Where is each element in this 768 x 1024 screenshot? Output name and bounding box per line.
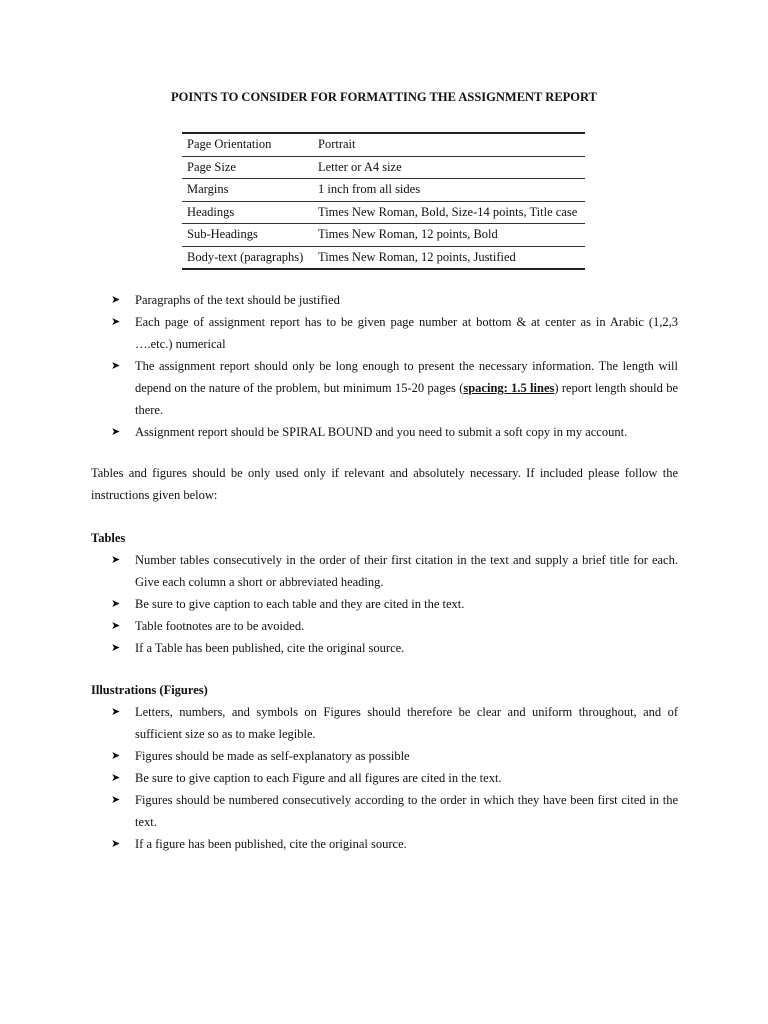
- list-item-text: ) report length should be there.: [135, 381, 679, 417]
- list-item: [91, 637, 678, 659]
- table-cell-label: Page Size: [182, 156, 313, 179]
- arrow-bullet-icon: ➤: [111, 642, 121, 654]
- table-cell-value: Times New Roman, Bold, Size-14 points, Title case: [313, 201, 585, 224]
- list-item: [91, 615, 678, 637]
- arrow-bullet-icon: ➤: [111, 750, 121, 762]
- list-item-text: Assignment report should be SPIRAL BOUND and you need to submit a soft copy in my account.: [135, 425, 628, 439]
- list-item-text: Paragraphs of the text should be justified: [135, 293, 340, 307]
- arrow-bullet-icon: ➤: [111, 772, 121, 784]
- section-heading-tables: Tables: [91, 531, 126, 545]
- arrow-bullet-icon: ➤: [111, 316, 121, 328]
- arrow-bullet-icon: ➤: [111, 360, 121, 372]
- spacing-emphasis: spacing: 1.5 lines: [463, 381, 555, 395]
- list-item-text: Figures should be made as self-explanatory as possible: [135, 749, 410, 763]
- list-item-text: Figures should be numbered consecutively according to the order in which they have been first cited in the text.: [135, 793, 678, 829]
- table-row: [182, 156, 585, 179]
- list-item: [91, 311, 678, 355]
- table-cell-label: Body-text (paragraphs): [182, 246, 313, 269]
- table-row: [182, 179, 585, 202]
- arrow-bullet-icon: ➤: [111, 838, 121, 850]
- list-item-text: If a figure has been published, cite the original source.: [135, 837, 407, 851]
- table-cell-label: Headings: [182, 201, 313, 224]
- table-cell-label: Sub-Headings: [182, 224, 313, 247]
- table-cell-label: Margins: [182, 179, 313, 202]
- list-item: [91, 289, 678, 311]
- arrow-bullet-icon: ➤: [111, 706, 121, 718]
- arrow-bullet-icon: ➤: [111, 426, 121, 438]
- table-cell-value: 1 inch from all sides: [313, 179, 585, 202]
- list-item-text: Letters, numbers, and symbols on Figures should therefore be clear and uniform throughout, and of sufficient size so as to make legible.: [135, 705, 678, 741]
- list-item-text: The assignment report should only be long enough to present the necessary information. The length will depend on the nature of the problem, but minimum 15-20 pages (: [135, 359, 678, 395]
- table-row: [182, 133, 585, 156]
- intro-paragraph: Tables and figures should be only used only if relevant and absolutely necessary. If included please follow the instructions given below:: [91, 466, 678, 502]
- arrow-bullet-icon: ➤: [111, 294, 121, 306]
- arrow-bullet-icon: ➤: [111, 794, 121, 806]
- list-item: [91, 549, 678, 593]
- list-item-text: Number tables consecutively in the order of their first citation in the text and supply a brief title for each. Give each column a short or abbreviated heading.: [135, 553, 678, 589]
- list-item-text: Be sure to give caption to each table and they are cited in the text.: [135, 597, 465, 611]
- format-table: [182, 132, 585, 270]
- arrow-bullet-icon: ➤: [111, 554, 121, 566]
- table-cell-value: Times New Roman, 12 points, Justified: [313, 246, 585, 269]
- list-item-text: Table footnotes are to be avoided.: [135, 619, 305, 633]
- list-item: [91, 701, 678, 745]
- list-item: [91, 421, 678, 443]
- table-cell-value: Times New Roman, 12 points, Bold: [313, 224, 585, 247]
- list-item-text: Each page of assignment report has to be given page number at bottom & at center as in Arabic (1,2,3 ….etc.) numerical: [135, 315, 678, 351]
- general-points: [91, 289, 678, 443]
- table-cell-value: Portrait: [313, 133, 585, 156]
- table-cell-value: Letter or A4 size: [313, 156, 585, 179]
- arrow-bullet-icon: ➤: [111, 598, 121, 610]
- list-item: [91, 767, 678, 789]
- list-item-text: Be sure to give caption to each Figure and all figures are cited in the text.: [135, 771, 502, 785]
- list-item: [91, 593, 678, 615]
- list-item-text: If a Table has been published, cite the original source.: [135, 641, 405, 655]
- list-item: [91, 789, 678, 833]
- list-item: [91, 355, 678, 421]
- list-item: [91, 833, 678, 855]
- section-heading-figures: Illustrations (Figures): [91, 683, 208, 697]
- table-cell-label: Page Orientation: [182, 133, 313, 156]
- table-row: [182, 224, 585, 247]
- figures-section: [91, 679, 678, 855]
- table-row: [182, 201, 585, 224]
- table-row: [182, 246, 585, 269]
- list-item: [91, 745, 678, 767]
- tables-section: [91, 527, 678, 659]
- arrow-bullet-icon: ➤: [111, 620, 121, 632]
- document-title: POINTS TO CONSIDER FOR FORMATTING THE ASSIGNMENT REPORT: [171, 90, 597, 104]
